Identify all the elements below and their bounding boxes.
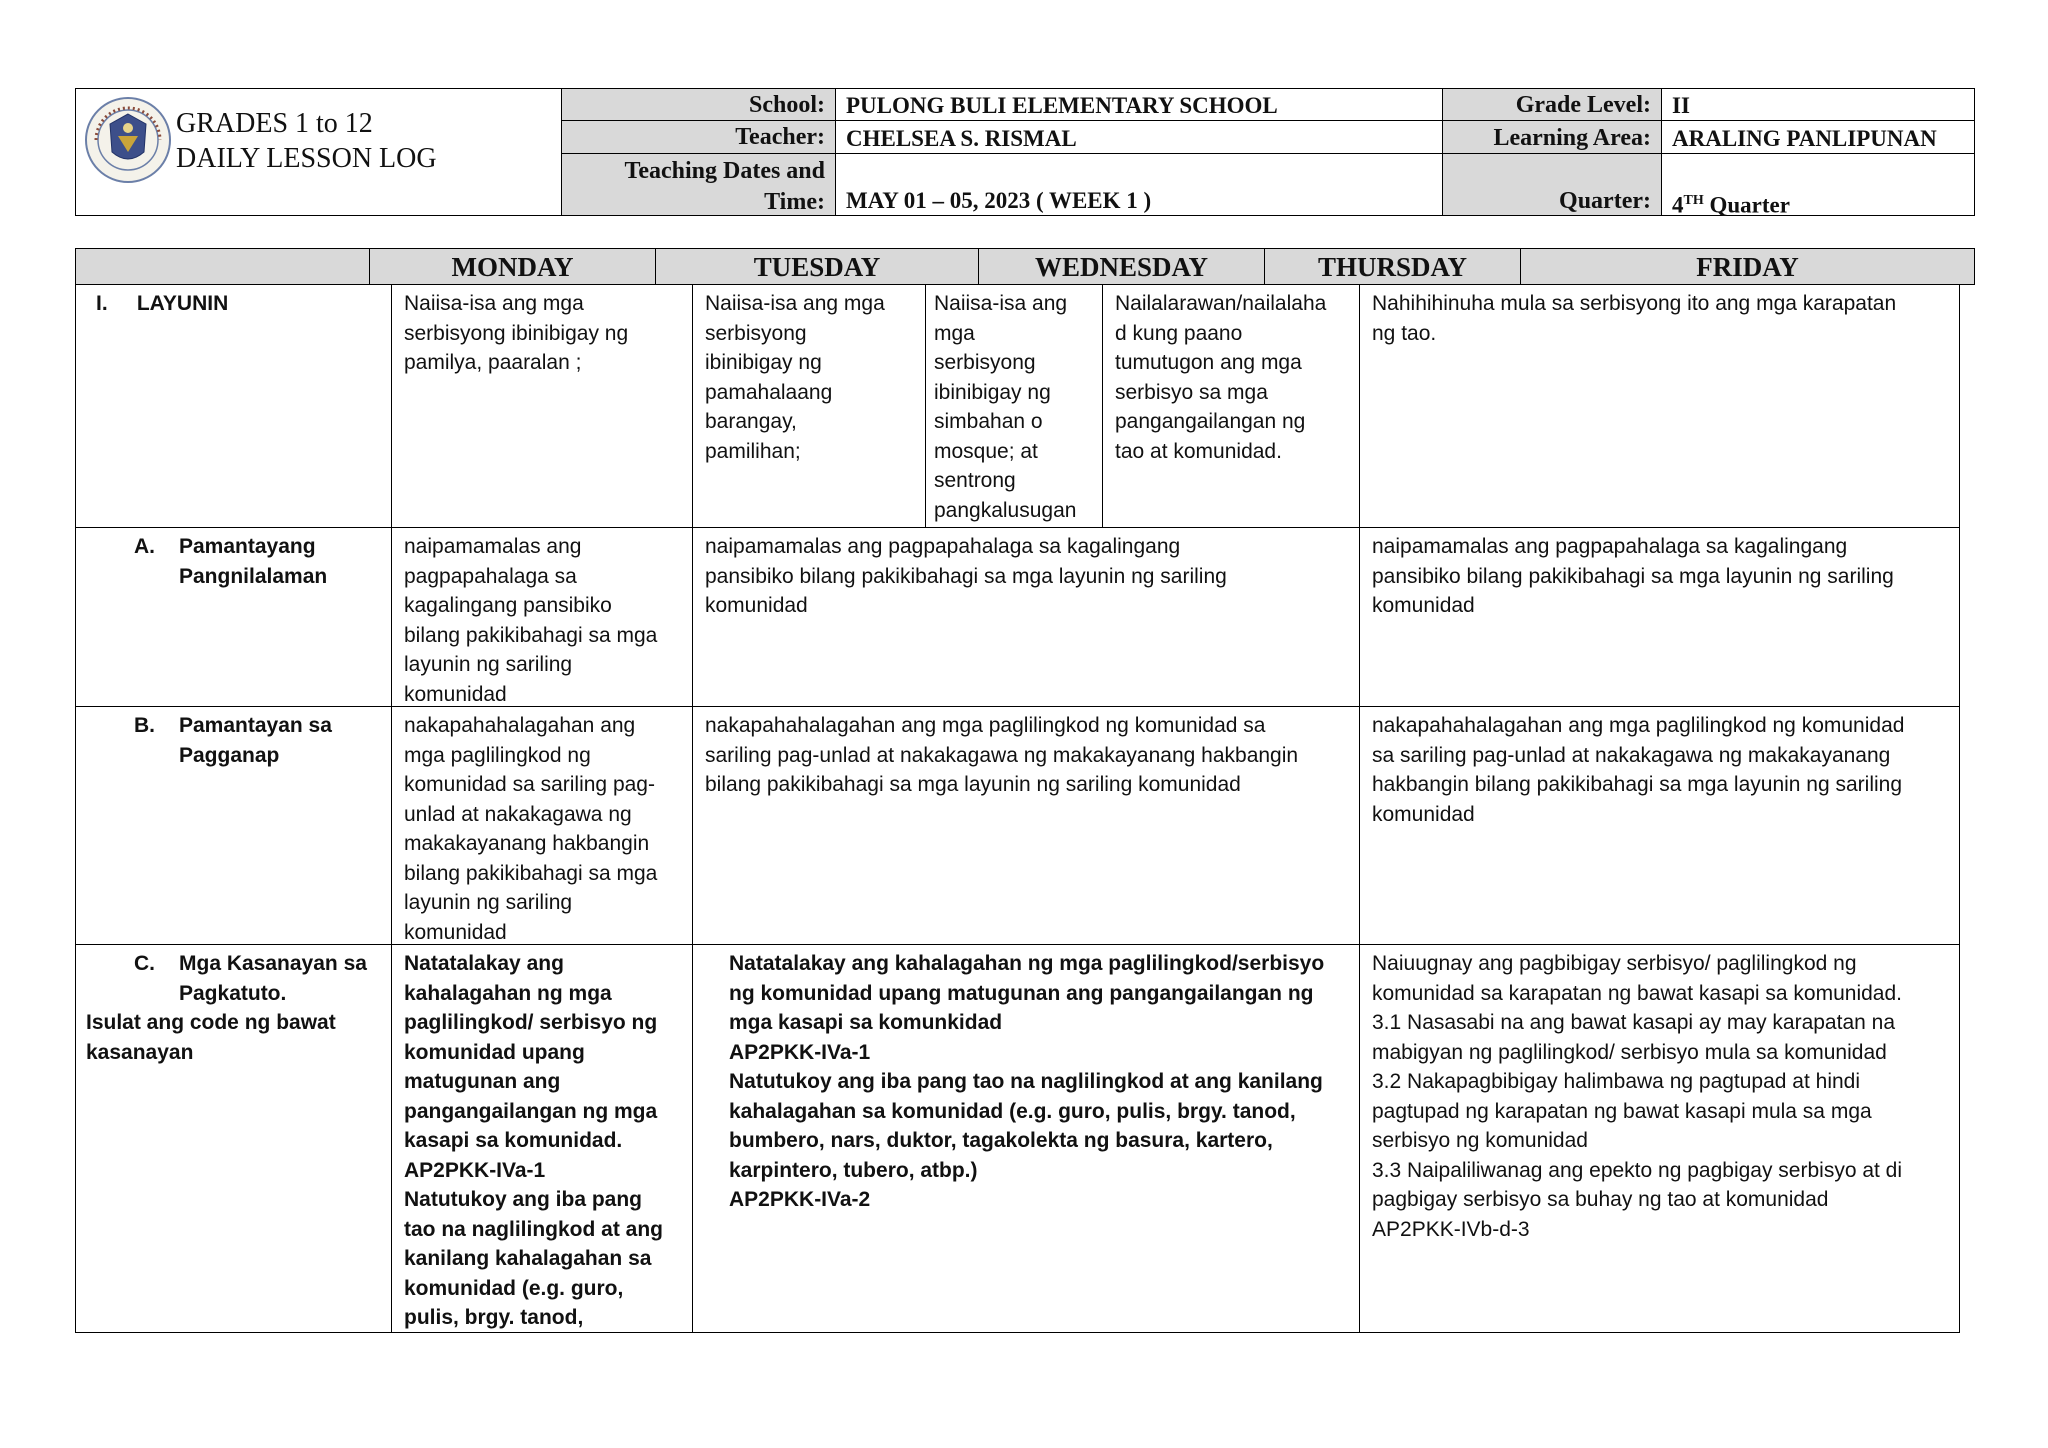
kasanayan-number: C. xyxy=(134,952,155,975)
learning-area-value: ARALING PANLIPUNAN xyxy=(1661,120,1975,154)
row-label-pamantayang-pangnilalaman xyxy=(75,527,392,707)
pangnilalaman-monday: naipamamalas ang pagpapahalaga sa kagalingang pansibiko bilang pakikibahagi sa mga layunin ng sariling komunidad xyxy=(391,527,693,707)
layunin-label: LAYUNIN xyxy=(136,292,229,315)
school-value: PULONG BULI ELEMENTARY SCHOOL xyxy=(835,88,1443,121)
pangnilalaman-number: A. xyxy=(134,535,155,558)
kasanayan-monday: Natatalakay ang kahalagahan ng mga paglilingkod/ serbisyo ng komunidad upang matugunan ang pangangailangan ng mga kasapi sa komunidad. AP2PKK-IVa-1 Natutukoy ang iba pang tao na naglilingkod at ang kanilang kahalagahan sa komunidad (e.g. guro, pulis, brgy. tanod, xyxy=(391,944,693,1333)
kasanayan-label: Mga Kasanayan sa Pagkatuto. xyxy=(179,952,367,1005)
layunin-friday: Nahihihinuha mula sa serbisyong ito ang mga karapatan ng tao. xyxy=(1359,284,1960,528)
pangnilalaman-friday: naipamamalas ang pagpapahalaga sa kagalingang pansibiko bilang pakikibahagi sa mga layunin ng sariling komunidad xyxy=(1359,527,1960,707)
quarter-label: Quarter: xyxy=(1442,153,1662,216)
kasanayan-tuesday-thursday: Natatalakay ang kahalagahan ng mga paglilingkod/serbisyo ng komunidad upang matugunan ang pangangailangan ng mga kasapi sa komunkidad AP2PKK-IVa-1 Natutukoy ang iba pang tao na naglilingkod at ang kanilang kahalagahan sa komunidad (e.g. guro, pulis, brgy. tanod, bumbero, nars, duktor, tagakolekta ng basura, kartero, karpintero, tubero, atbp.) AP2PKK-IVa-2 xyxy=(692,944,1360,1333)
day-header-friday: FRIDAY xyxy=(1520,248,1975,285)
quarter-suffix: TH xyxy=(1683,193,1704,208)
kasanayan-note: Isulat ang code ng bawat kasanayan xyxy=(86,1011,336,1064)
pagganap-tuesday-thursday: nakapahahalagahan ang mga paglilingkod ng komunidad sa sariling pag-unlad at nakakagawa ng makakayanang hakbangin bilang pakikibahagi sa mga layunin ng sariling komunidad xyxy=(692,706,1360,945)
row-label-layunin xyxy=(75,284,392,528)
teaching-dates-value: MAY 01 – 05, 2023 ( WEEK 1 ) xyxy=(835,153,1443,216)
grade-level-label: Grade Level: xyxy=(1442,88,1662,121)
quarter-value xyxy=(1661,153,1975,216)
teaching-dates-label-line-2: Time: xyxy=(764,189,825,215)
pagganap-friday: nakapahahalagahan ang mga paglilingkod ng komunidad sa sariling pag-unlad at nakakagawa ng makakayanang hakbangin bilang pakikibahagi sa mga layunin ng sariling komunidad xyxy=(1359,706,1960,945)
day-header-monday: MONDAY xyxy=(369,248,656,285)
row-label-pamantayan-sa-pagganap xyxy=(75,706,392,945)
teacher-label: Teacher: xyxy=(561,120,836,154)
quarter-number: 4 xyxy=(1672,192,1684,218)
title-line-1: GRADES 1 to 12 xyxy=(176,108,373,139)
teaching-dates-label xyxy=(561,153,836,216)
school-label: School: xyxy=(561,88,836,121)
kasanayan-friday: Naiuugnay ang pagbibigay serbisyo/ paglilingkod ng komunidad sa karapatan ng bawat kasapi sa komunidad. 3.1 Nasasabi na ang bawat kasapi ay may karapatan na mabigyan ng paglilingkod/ serbisyo mula sa komunidad 3.2 Nakapagbibigay halimbawa ng pagtupad at hindi pagtupad ng karapatan ng bawat kasapi mula sa mga serbisyo ng komunidad 3.3 Naipaliliwanag ang epekto ng pagbigay serbisyo at di pagbigay serbisyo sa buhay ng tao at komunidad AP2PKK-IVb-d-3 xyxy=(1359,944,1960,1333)
layunin-number: I. xyxy=(96,292,108,315)
pagganap-monday: nakapahahalagahan ang mga paglilingkod ng komunidad sa sariling pag- unlad at nakakagawa ng makakayanang hakbangin bilang pakikibahagi sa mga layunin ng sariling komunidad xyxy=(391,706,693,945)
layunin-tuesday: Naiisa-isa ang mga serbisyong ibinibigay ng pamahalaang barangay, pamilihan; xyxy=(692,284,926,528)
deped-seal-icon xyxy=(84,96,172,184)
day-header-thursday: THURSDAY xyxy=(1264,248,1521,285)
layunin-thursday: Nailalarawan/nailalaha d kung paano tumutugon ang mga serbisyo sa mga pangangailangan ng tao at komunidad. xyxy=(1102,284,1360,528)
pangnilalaman-tuesday-thursday: naipamamalas ang pagpapahalaga sa kagalingang pansibiko bilang pakikibahagi sa mga layunin ng sariling komunidad xyxy=(692,527,1360,707)
pangnilalaman-label: Pamantayang Pangnilalaman xyxy=(179,535,328,588)
title-line-2: DAILY LESSON LOG xyxy=(176,143,437,174)
pagganap-number: B. xyxy=(134,714,155,737)
document-title xyxy=(176,106,437,176)
day-header-wednesday: WEDNESDAY xyxy=(978,248,1265,285)
day-header-blank xyxy=(75,248,370,285)
day-header-tuesday: TUESDAY xyxy=(655,248,979,285)
teacher-value: CHELSEA S. RISMAL xyxy=(835,120,1443,154)
quarter-word: Quarter xyxy=(1703,192,1790,218)
pagganap-label: Pamantayan sa Pagganap xyxy=(179,714,332,767)
row-label-kasanayan xyxy=(75,944,392,1333)
teaching-dates-label-line-1: Teaching Dates and xyxy=(624,158,825,184)
learning-area-label: Learning Area: xyxy=(1442,120,1662,154)
grade-level-value: II xyxy=(1661,88,1975,121)
layunin-wednesday: Naiisa-isa ang mga serbisyong ibinibigay ng simbahan o mosque; at sentrong pangkalusugan xyxy=(925,284,1103,528)
layunin-monday: Naiisa-isa ang mga serbisyong ibinibigay ng pamilya, paaralan ; xyxy=(391,284,693,528)
